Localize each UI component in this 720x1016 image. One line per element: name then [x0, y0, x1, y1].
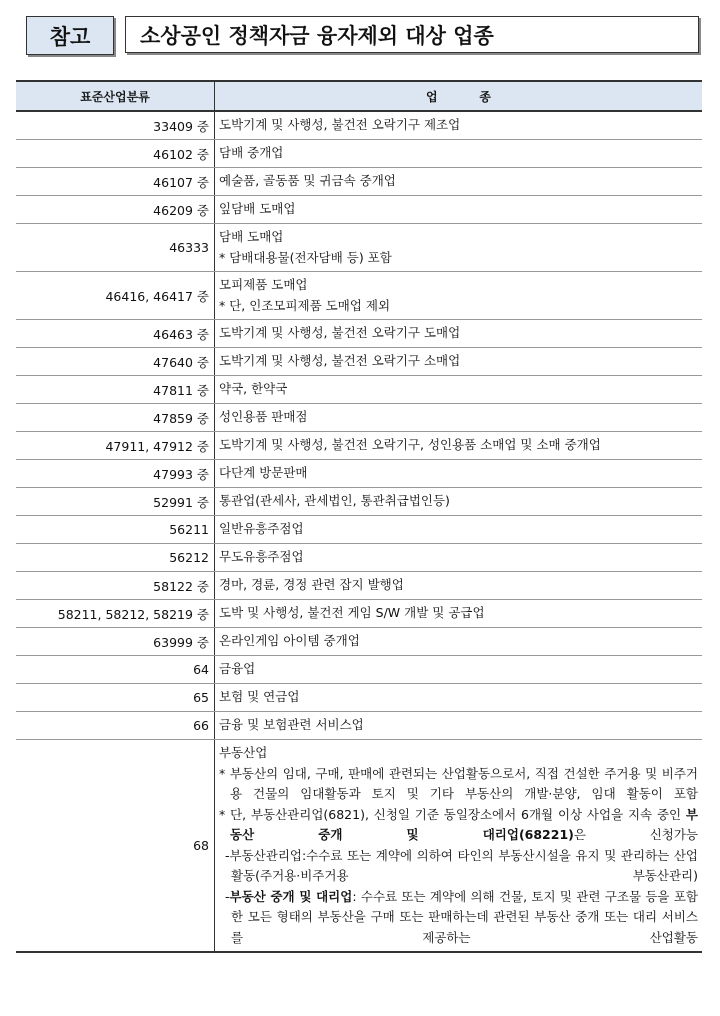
table-row: [16, 684, 702, 712]
description-note: [219, 846, 698, 887]
description-line: 금융 및 보험관련 서비스업: [219, 717, 364, 733]
description-line: 담배 도매업: [219, 229, 284, 244]
industry-description: [215, 168, 703, 196]
industry-description: [215, 488, 703, 516]
description-line: * 단, 인조모피제품 도매업 제외: [219, 297, 391, 313]
description-line: 온라인게임 아이템 중개업: [219, 633, 360, 649]
description-line: 약국, 한약국: [219, 381, 288, 397]
industry-description: [215, 111, 703, 140]
description-line: 무도유흥주점업: [219, 549, 304, 565]
note-text: * 단, 부동산관리업(6821), 신청일 기준 동일장소에서 6개월 이상 사업을 지속 중인: [219, 806, 686, 822]
industry-code: 46333: [16, 224, 215, 272]
industry-description: [215, 712, 703, 740]
industry-description: [215, 432, 703, 460]
note-bold-text: 부동산 중개 및 대리업: [229, 888, 353, 904]
table-row: [16, 488, 702, 516]
description-line: 다단계 방문판매: [219, 465, 308, 481]
industry-description: [215, 320, 703, 348]
industry-description: [215, 600, 703, 628]
industry-code: 65: [16, 684, 215, 712]
column-header-code: 표준산업분류: [16, 81, 215, 111]
industry-code: 47911, 47912 중: [16, 432, 215, 460]
industry-code: 64: [16, 656, 215, 684]
description-line: 도박기계 및 사행성, 불건전 오락기구 소매업: [219, 353, 461, 369]
table-row: [16, 712, 702, 740]
description-line: 부동산업: [219, 745, 268, 760]
table-row: [16, 628, 702, 656]
industry-code: 46463 중: [16, 320, 215, 348]
description-note: [219, 887, 698, 949]
table-row: [16, 272, 702, 320]
note-text: 은 신청가능: [573, 827, 698, 842]
industry-description: [215, 224, 703, 272]
industry-code: 52991 중: [16, 488, 215, 516]
table-row: [16, 740, 702, 953]
table-row: [16, 196, 702, 224]
description-line: 도박기계 및 사행성, 불건전 오락기구, 성인용품 소매업 및 소매 중개업: [219, 437, 601, 453]
description-line: 도박기계 및 사행성, 불건전 오락기구 도매업: [219, 325, 461, 341]
industry-code: 47859 중: [16, 404, 215, 432]
column-header-industry: 업 종: [215, 81, 703, 111]
table-row: [16, 432, 702, 460]
note-text: * 부동산의 임대, 구매, 판매에 관련되는 산업활동으로서, 직접 건설한 주거용 및 비주거용 건물의 임대활동과 토지 및 기타 부동산의 개발·분양, 임대 활동이 포함: [219, 765, 698, 801]
table-row: [16, 168, 702, 196]
industry-description: [215, 684, 703, 712]
industry-description: [215, 740, 703, 953]
table-row: [16, 460, 702, 488]
industry-description: [215, 196, 703, 224]
description-line: 도박기계 및 사행성, 불건전 오락기구 제조업: [219, 117, 461, 133]
industry-code: 66: [16, 712, 215, 740]
industry-code: 47993 중: [16, 460, 215, 488]
industry-description: [215, 628, 703, 656]
table-row: [16, 516, 702, 544]
note-text: -: [225, 847, 230, 863]
excluded-industries-table: [16, 80, 702, 953]
description-line: 담배 중개업: [219, 145, 284, 161]
industry-description: [215, 516, 703, 544]
description-line: 보험 및 연금업: [219, 689, 300, 705]
table-header-row: [16, 81, 702, 111]
table-row: [16, 224, 702, 272]
description-line: 성인용품 판매점: [219, 409, 308, 425]
industry-code: 46416, 46417 중: [16, 272, 215, 320]
description-line: 모피제품 도매업: [219, 277, 308, 292]
industry-code: 46102 중: [16, 140, 215, 168]
industry-code: 63999 중: [16, 628, 215, 656]
industry-code: 56212: [16, 544, 215, 572]
note-bold-text: 부동산 중개 및 대리업(68221): [230, 806, 698, 842]
note-text: : 수수료 또는 계약에 의해 건물, 토지 및 관련 구조물 등을 포함한 모든 형태의 부동산을 구매 또는 판매하는데 관련된 부동산 중개 또는 대리 서비스를 제공하는 산업활동: [231, 888, 698, 945]
description-line: 잎담배 도매업: [219, 201, 296, 217]
table-row: [16, 376, 702, 404]
industry-description: [215, 544, 703, 572]
table-row: [16, 320, 702, 348]
description-line: 경마, 경륜, 경정 관련 잡지 발행업: [219, 577, 404, 593]
table-row: [16, 572, 702, 600]
description-line: 일반유흥주점업: [219, 521, 304, 537]
industry-description: [215, 404, 703, 432]
description-line: 도박 및 사행성, 불건전 게임 S/W 개발 및 공급업: [219, 605, 485, 621]
page-title: 소상공인 정책자금 융자제외 대상 업종: [125, 16, 699, 53]
industry-code: 68: [16, 740, 215, 953]
description-line: 예술품, 골동품 및 귀금속 중개업: [219, 173, 396, 189]
industry-code: 58211, 58212, 58219 중: [16, 600, 215, 628]
industry-code: 56211: [16, 516, 215, 544]
table-row: [16, 140, 702, 168]
description-note: [219, 805, 698, 846]
industry-code: 33409 중: [16, 111, 215, 140]
industry-description: [215, 348, 703, 376]
description-line: 통관업(관세사, 관세법인, 통관취급법인등): [219, 493, 450, 509]
table-row: [16, 348, 702, 376]
description-line: * 담배대용물(전자담배 등) 포함: [219, 249, 392, 265]
industry-description: [215, 656, 703, 684]
note-text: -: [225, 888, 230, 904]
table-row: [16, 656, 702, 684]
industry-description: [215, 272, 703, 320]
table-row: [16, 544, 702, 572]
industry-description: [215, 460, 703, 488]
table-row: [16, 111, 702, 140]
industry-code: 46107 중: [16, 168, 215, 196]
industry-description: [215, 572, 703, 600]
note-text: 부동산관리업:수수료 또는 계약에 의하여 타인의 부동산시설을 유지 및 관리하는 산업활동(주거용·비주거용 부동산관리): [229, 847, 698, 883]
industry-code: 58122 중: [16, 572, 215, 600]
industry-description: [215, 376, 703, 404]
industry-code: 46209 중: [16, 196, 215, 224]
table-row: [16, 404, 702, 432]
table-row: [16, 600, 702, 628]
description-line: 금융업: [219, 661, 256, 677]
reference-tag: 참고: [26, 16, 114, 55]
industry-code: 47811 중: [16, 376, 215, 404]
industry-description: [215, 140, 703, 168]
industry-code: 47640 중: [16, 348, 215, 376]
description-note: [219, 764, 698, 805]
